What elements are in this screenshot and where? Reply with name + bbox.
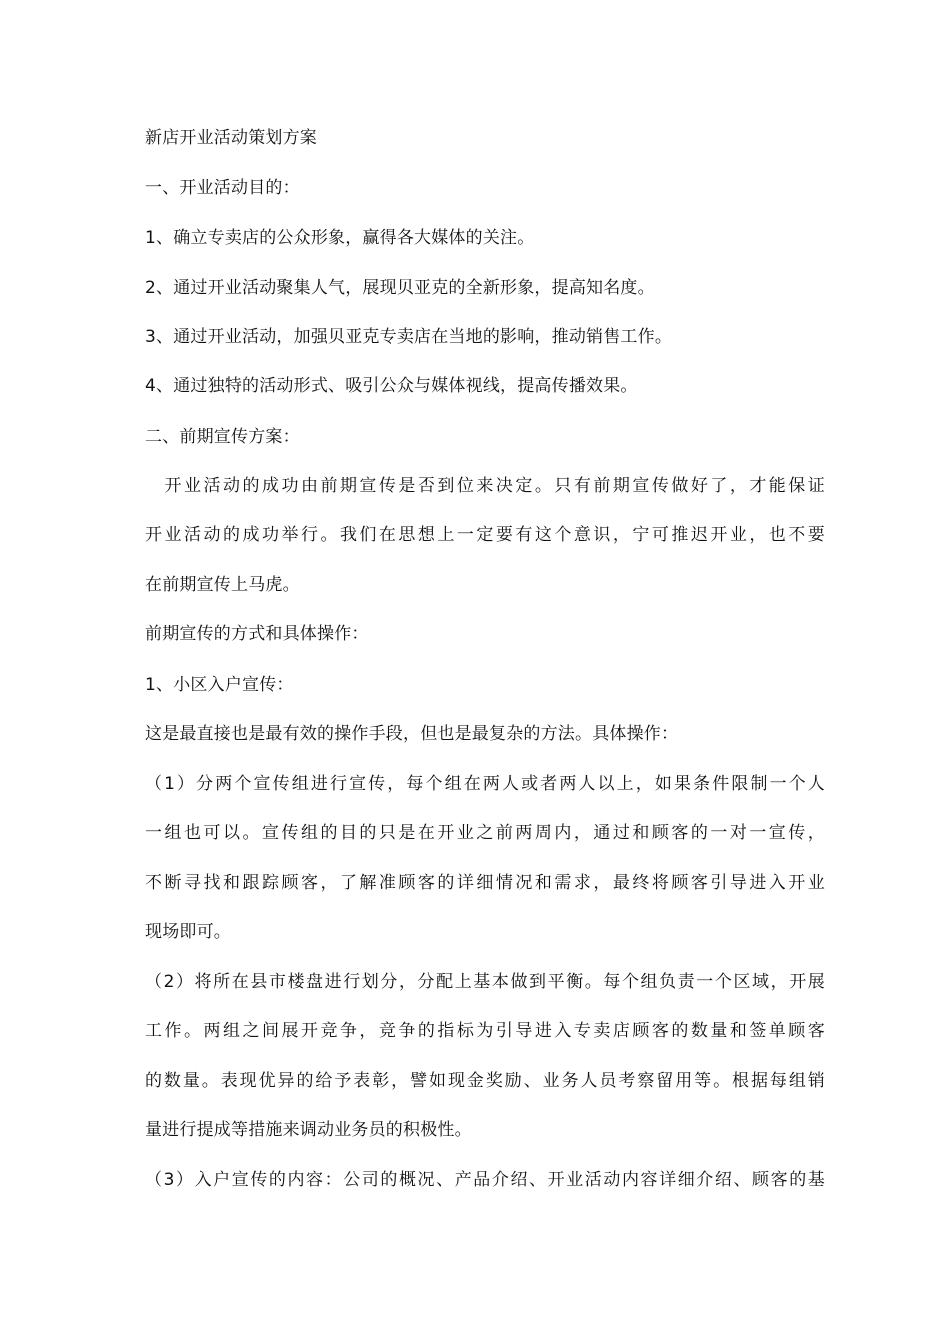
point-3-line-1: （3）入户宣传的内容：公司的概况、产品介绍、开业活动内容详细介绍、顾客的基: [145, 1170, 825, 1190]
methods-heading: 前期宣传的方式和具体操作：: [145, 624, 369, 644]
section-2-heading: 二、前期宣传方案：: [145, 427, 300, 447]
point-2-line-3: 的数量。表现优异的给予表彰，譬如现金奖励、业务人员考察留用等。根据每组销: [145, 1071, 825, 1091]
point-1-line-2: 一组也可以。宣传组的目的只是在开业之前两周内，通过和顾客的一对一宣传，: [145, 823, 825, 843]
point-2-line-1: （2）将所在县市楼盘进行划分，分配上基本做到平衡。每个组负责一个区域，开展: [145, 972, 825, 992]
point-2-line-2: 工作。两组之间展开竞争，竞争的指标为引导进入专卖店顾客的数量和签单顾客: [145, 1021, 825, 1041]
section-1-heading: 一、开业活动目的：: [145, 178, 300, 198]
subsection-1-heading: 1、小区入户宣传：: [145, 675, 294, 695]
intro-line-3: 在前期宣传上马虎。: [145, 575, 300, 595]
section-1-item-4: 4、通过独特的活动形式、吸引公众与媒体视线，提高传播效果。: [145, 376, 638, 396]
point-2-line-4: 量进行提成等措施来调动业务员的积极性。: [145, 1120, 472, 1140]
section-1-item-2: 2、通过开业活动聚集人气，展现贝亚克的全新形象，提高知名度。: [145, 278, 655, 298]
subsection-1-description: 这是最直接也是最有效的操作手段，但也是最复杂的方法。具体操作：: [145, 724, 679, 744]
intro-line-1: 开业活动的成功由前期宣传是否到位来决定。只有前期宣传做好了，才能保证: [145, 476, 825, 496]
point-1-line-1: （1）分两个宣传组进行宣传，每个组在两人或者两人以上，如果条件限制一个人: [145, 774, 825, 794]
intro-line-2: 开业活动的成功举行。我们在思想上一定要有这个意识，宁可推迟开业，也不要: [145, 525, 825, 545]
section-1-item-1: 1、确立专卖店的公众形象，赢得各大媒体的关注。: [145, 228, 535, 248]
point-1-line-3: 不断寻找和跟踪顾客，了解准顾客的详细情况和需求，最终将顾客引导进入开业: [145, 873, 825, 893]
section-1-item-3: 3、通过开业活动，加强贝亚克专卖店在当地的影响，推动销售工作。: [145, 327, 673, 347]
document-title: 新店开业活动策划方案: [145, 128, 317, 148]
point-1-line-4: 现场即可。: [145, 922, 231, 942]
